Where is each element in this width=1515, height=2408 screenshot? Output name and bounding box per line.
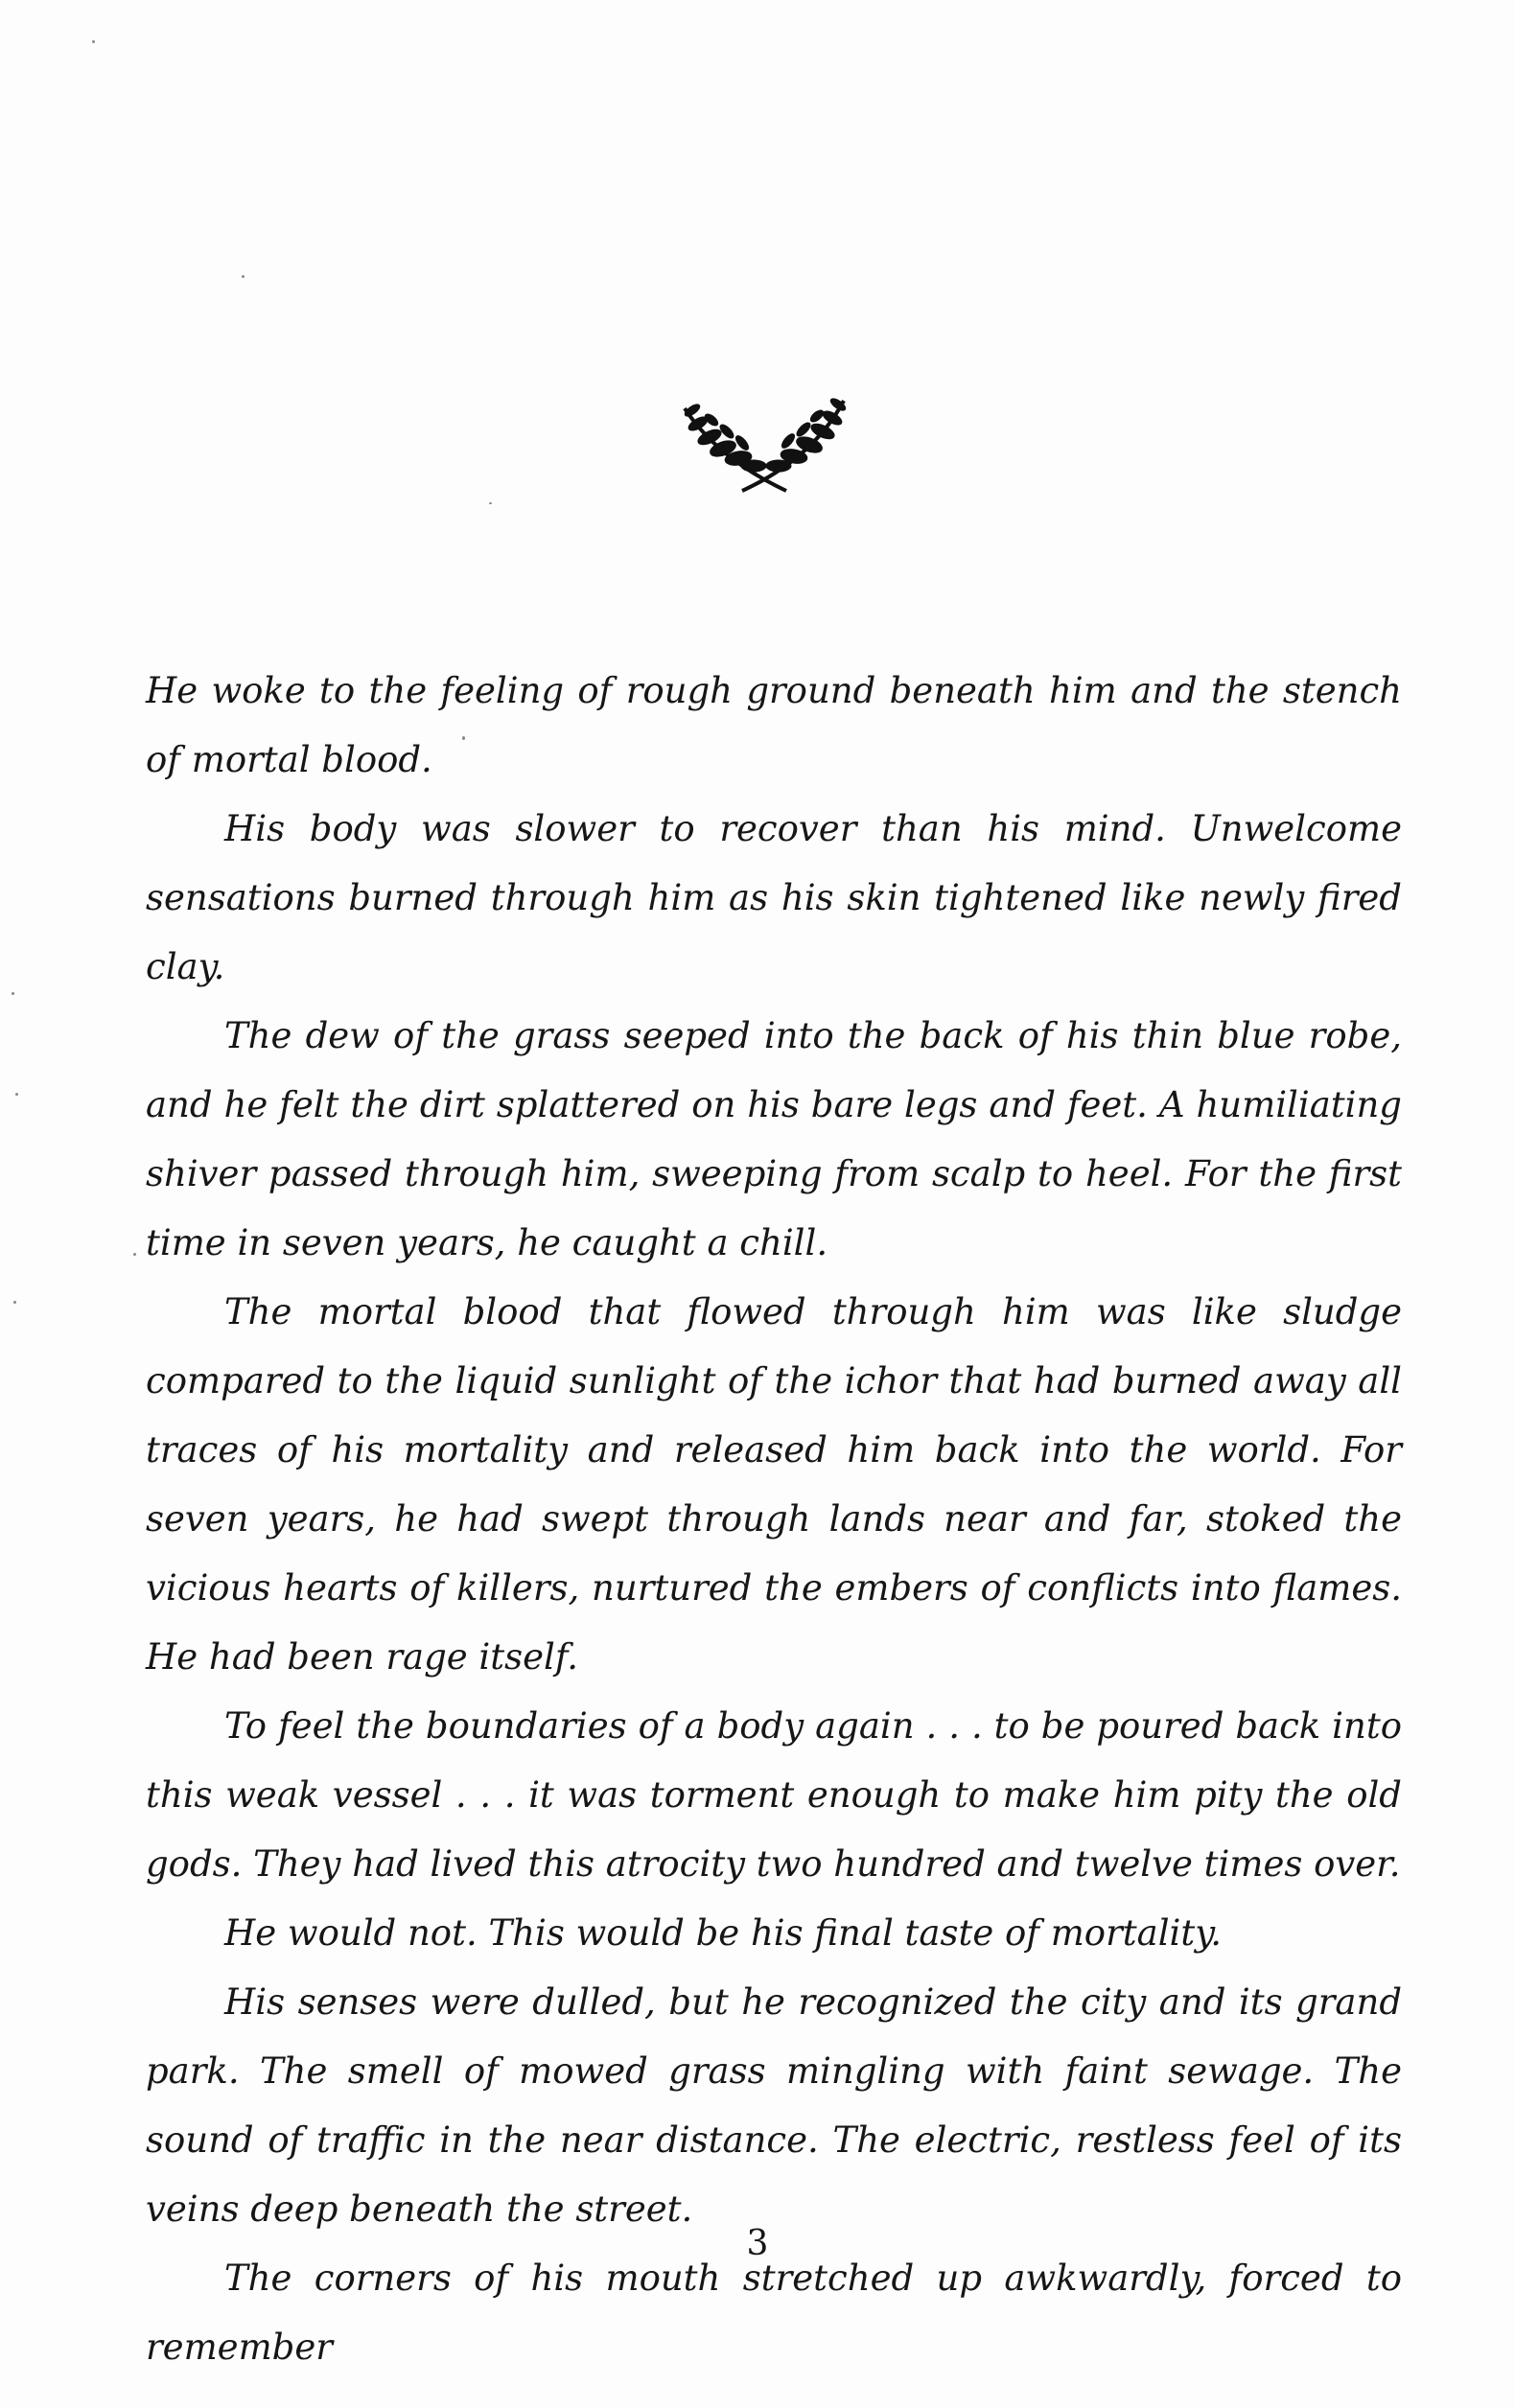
paragraph: His senses were dulled, but he recognized the city and its grand park. The smell of mowed grass mingling with faint sewage. The sound of traffic in the near distance. The electric, restless feel of its veins deep beneath the street. [146,1981,1402,2230]
scan-speck [133,1253,136,1256]
paragraph: The dew of the grass seeped into the back of his thin blue robe, and he felt the dirt splattered on his bare legs and feet. A humiliating shiver passed through him, sweeping from scalp to heel. For the first time in seven years, he caught a chill. [146,1015,1402,1263]
paragraph: He woke to the feeling of rough ground beneath him and the stench of mortal blood. [146,670,1402,780]
scan-speck [13,1301,16,1304]
paragraph: His body was slower to recover than his mind. Unwelcome sensations burned through him as his skin tightened like newly fired clay. [146,808,1402,987]
scan-speck [92,40,95,43]
scan-speck [489,502,492,504]
laurel-wreath-icon [679,391,850,497]
paragraph: The corners of his mouth stretched up awkwardly, forced to remember [146,2258,1402,2368]
paragraph: To feel the boundaries of a body again . . . to be poured back into this weak vessel . . . it was torment enough to make him pity the old gods. They had lived this atrocity two hundred and twelve times over. [146,1705,1402,1885]
scan-speck [242,275,245,278]
page-number: 3 [746,2224,769,2263]
chapter-body-text [146,657,1402,2382]
scan-speck [12,992,14,995]
paragraph: The mortal blood that flowed through him was like sludge compared to the liquid sunlight of the ichor that had burned away all traces of his mortality and released him back into the world. For seven years, he had swept through lands near and far, stoked the vicious hearts of killers, nurtured the embers of conflicts into flames. He had been rage itself. [146,1291,1402,1678]
paragraph: He would not. This would be his final taste of mortality. [224,1912,1222,1954]
scan-speck [15,1093,18,1096]
